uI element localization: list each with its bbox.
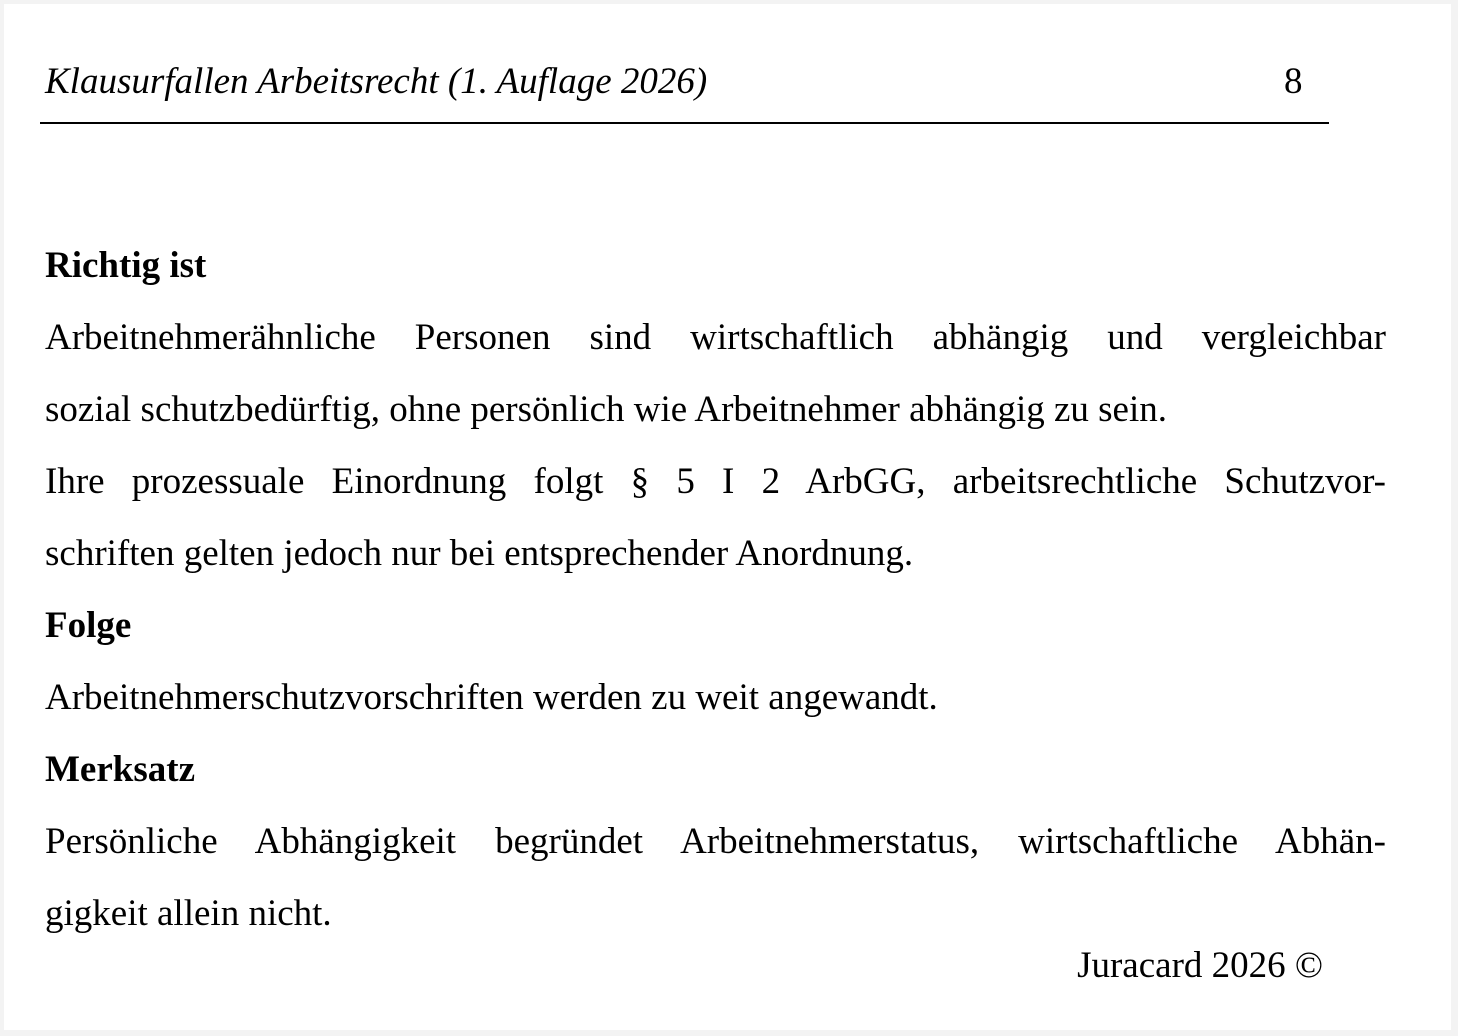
document-page bbox=[4, 4, 1451, 1030]
copyright-footer: Juracard 2026 © bbox=[1077, 945, 1323, 986]
section-heading-richtig-ist: Richtig ist bbox=[45, 245, 207, 286]
page-number: 8 bbox=[1284, 61, 1303, 102]
header-divider bbox=[40, 122, 1329, 124]
body-line: Ihre prozessuale Einordnung folgt § 5 I 2 ArbGG, arbeitsrechtliche Schutzvor- bbox=[45, 461, 1386, 502]
card-content bbox=[45, 230, 1386, 950]
running-header-title: Klausurfallen Arbeitsrecht (1. Auflage 2026) bbox=[45, 61, 708, 102]
body-line: Arbeitnehmerschutzvorschriften werden zu weit angewandt. bbox=[45, 677, 938, 718]
body-line: Arbeitnehmerähnliche Personen sind wirtschaftlich abhängig und vergleichbar bbox=[45, 317, 1386, 358]
body-line: schriften gelten jedoch nur bei entsprechender Anordnung. bbox=[45, 533, 914, 574]
body-line: sozial schutzbedürftig, ohne persönlich wie Arbeitnehmer abhängig zu sein. bbox=[45, 389, 1167, 430]
body-line: Persönliche Abhängigkeit begründet Arbeitnehmerstatus, wirtschaftliche Abhän- bbox=[45, 821, 1386, 862]
body-line: gigkeit allein nicht. bbox=[45, 893, 332, 934]
section-heading-folge: Folge bbox=[45, 605, 132, 646]
section-heading-merksatz: Merksatz bbox=[45, 749, 195, 790]
